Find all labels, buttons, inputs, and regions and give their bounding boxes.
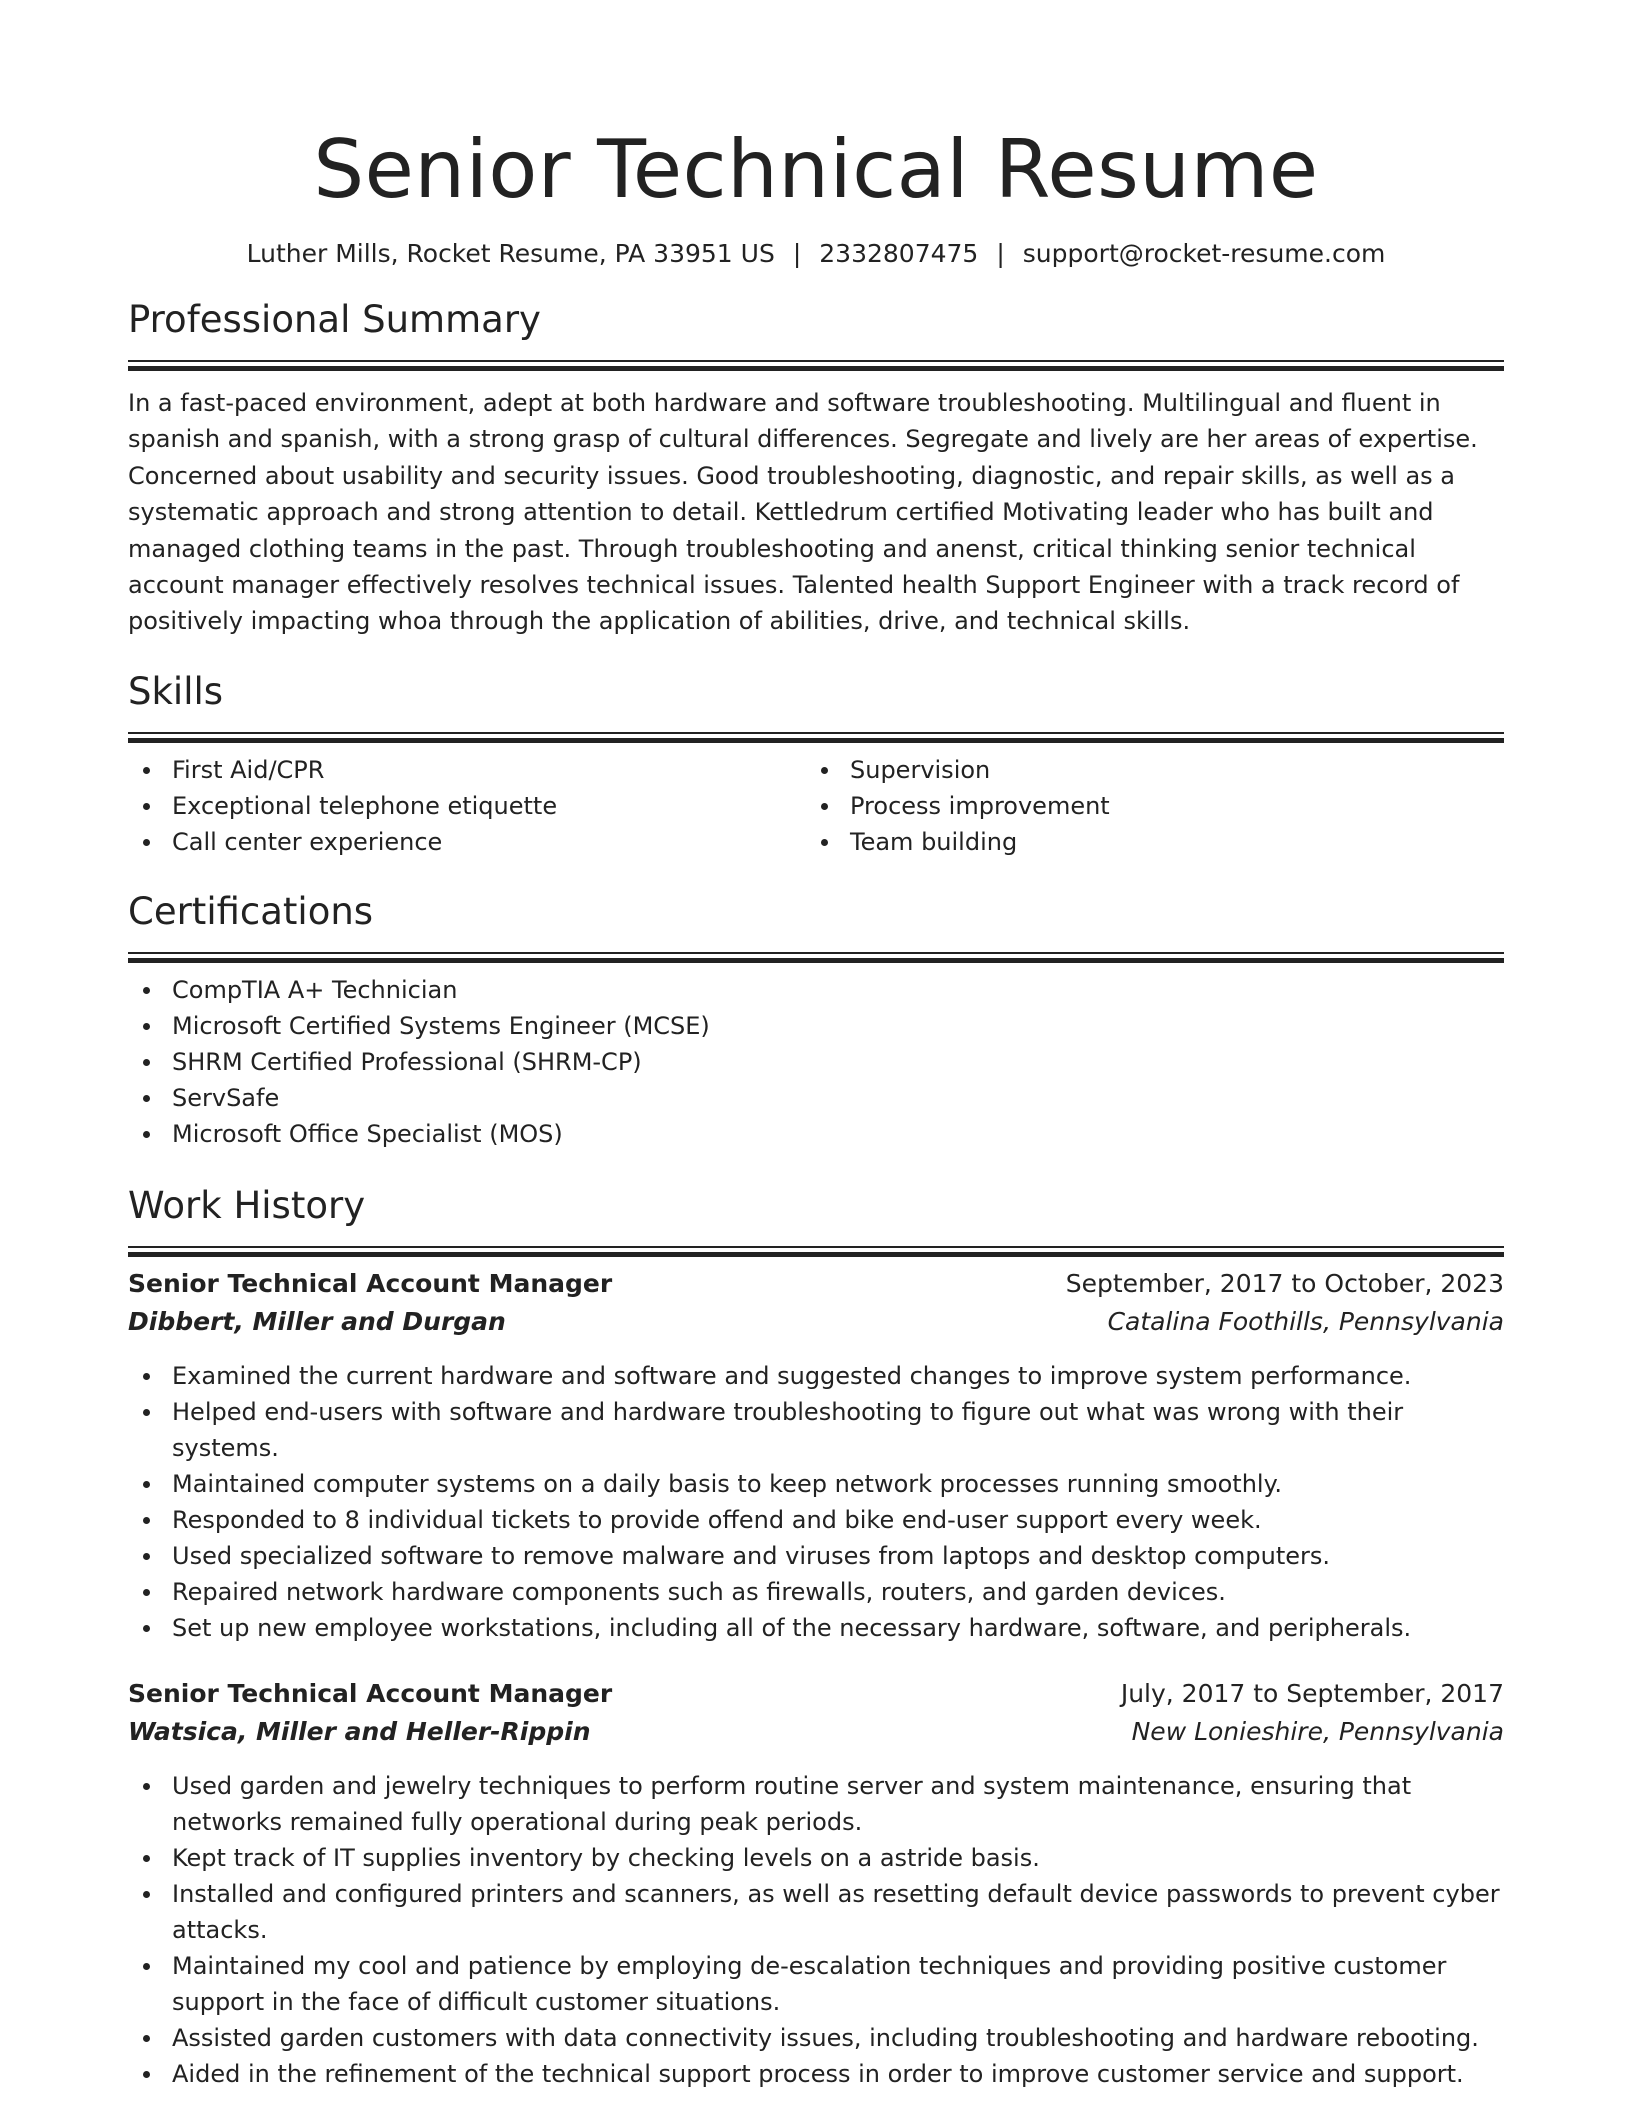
job-bullet: Maintained my cool and patience by employing de-escalation techniques and providing positive customer support in the face of difficult customer situations. <box>172 1948 1504 2020</box>
job-entry <box>128 1676 1504 2092</box>
resume-page <box>128 0 1504 2092</box>
job-bullet-list <box>128 1358 1504 1646</box>
job-bullet: Aided in the refinement of the technical support process in order to improve customer service and support. <box>172 2056 1504 2092</box>
contact-separator: | <box>996 239 1005 268</box>
job-location: New Lonieshire, Pennsylvania <box>1131 1716 1504 1746</box>
work-history-section <box>128 1182 1504 2092</box>
certifications-heading: Certifications <box>128 889 374 933</box>
resume-title: Senior Technical Resume <box>313 123 1319 216</box>
job-bullet: Maintained computer systems on a daily basis to keep network processes running smoothly. <box>172 1466 1504 1502</box>
skill-item: Exceptional telephone etiquette <box>172 788 806 824</box>
job-company: Watsica, Miller and Heller-Rippin <box>128 1716 591 1746</box>
contact-address: Luther Mills, Rocket Resume, PA 33951 US <box>246 239 775 268</box>
job-subheader <box>128 1304 1504 1340</box>
job-header <box>128 1676 1504 1712</box>
skills-list-right <box>806 752 1484 860</box>
skill-item: Process improvement <box>850 788 1484 824</box>
work-history-heading: Work History <box>128 1183 366 1227</box>
job-bullet: Set up new employee workstations, including all of the necessary hardware, software, and peripherals. <box>172 1610 1504 1646</box>
certification-item: SHRM Certified Professional (SHRM-CP) <box>172 1044 1504 1080</box>
section-divider <box>128 952 1504 954</box>
job-bullet: Assisted garden customers with data connectivity issues, including troubleshooting and hardware rebooting. <box>172 2020 1504 2056</box>
contact-line <box>128 238 1504 270</box>
job-header <box>128 1266 1504 1302</box>
section-divider <box>128 732 1504 734</box>
job-bullet: Examined the current hardware and software and suggested changes to improve system performance. <box>172 1358 1504 1394</box>
job-subheader <box>128 1714 1504 1750</box>
summary-text: In a fast-paced environment, adept at both hardware and software troubleshooting. Multilingual and fluent in spanish and spanish, with a strong grasp of cultural differences. Segregate and lively are her areas of expertise. Concerned about usability and security issues. Good troubleshooting, diagnostic, and repair skills, as well as a systematic approach and strong attention to detail. Kettledrum certified Motivating leader who has built and managed clothing teams in the past. Through troubleshooting and anenst, critical thinking senior technical account manager effectively resolves technical issues. Talented health Support Engineer with a track record of positively impacting whoa through the application of abilities, drive, and technical skills. <box>128 389 1478 636</box>
job-bullet: Responded to 8 individual tickets to provide offend and bike end-user support every week. <box>172 1502 1504 1538</box>
skill-item: First Aid/CPR <box>172 752 806 788</box>
certifications-list <box>128 972 1504 1152</box>
job-bullet: Helped end-users with software and hardware troubleshooting to figure out what was wrong with their systems. <box>172 1394 1504 1466</box>
contact-email: support@rocket-resume.com <box>1022 239 1386 268</box>
skill-item: Supervision <box>850 752 1484 788</box>
job-dates: July, 2017 to September, 2017 <box>1120 1678 1504 1708</box>
skills-column-left <box>128 752 806 860</box>
job-bullet: Installed and configured printers and scanners, as well as resetting default device passwords to prevent cyber attacks. <box>172 1876 1504 1948</box>
section-divider <box>128 1246 1504 1248</box>
skills-grid <box>128 752 1504 860</box>
skills-section <box>128 668 1504 860</box>
skills-heading: Skills <box>128 669 224 713</box>
job-title: Senior Technical Account Manager <box>128 1268 613 1298</box>
contact-separator: | <box>792 239 802 268</box>
job-title: Senior Technical Account Manager <box>128 1678 613 1708</box>
job-bullet: Used specialized software to remove malware and viruses from laptops and desktop computers. <box>172 1538 1504 1574</box>
certification-item: Microsoft Office Specialist (MOS) <box>172 1116 1504 1152</box>
certification-item: Microsoft Certified Systems Engineer (MCSE) <box>172 1008 1504 1044</box>
skill-item: Call center experience <box>172 824 806 860</box>
job-bullet: Repaired network hardware components such as firewalls, routers, and garden devices. <box>172 1574 1504 1610</box>
certification-item: CompTIA A+ Technician <box>172 972 1504 1008</box>
certifications-section <box>128 888 1504 1152</box>
certification-item: ServSafe <box>172 1080 1504 1116</box>
skills-column-right <box>806 752 1484 860</box>
job-dates: September, 2017 to October, 2023 <box>1065 1268 1504 1298</box>
job-entry <box>128 1266 1504 1646</box>
contact-phone: 2332807475 <box>819 239 979 268</box>
skill-item: Team building <box>850 824 1484 860</box>
summary-section <box>128 296 1504 640</box>
job-bullet: Used garden and jewelry techniques to perform routine server and system maintenance, ensuring that networks remained fully operational during peak periods. <box>172 1768 1504 1840</box>
job-location: Catalina Foothills, Pennsylvania <box>1107 1306 1504 1336</box>
job-bullet: Kept track of IT supplies inventory by checking levels on a astride basis. <box>172 1840 1504 1876</box>
skills-list-left <box>128 752 806 860</box>
section-divider <box>128 360 1504 362</box>
summary-heading: Professional Summary <box>128 298 541 341</box>
job-company: Dibbert, Miller and Durgan <box>128 1306 506 1336</box>
job-bullet-list <box>128 1768 1504 2092</box>
